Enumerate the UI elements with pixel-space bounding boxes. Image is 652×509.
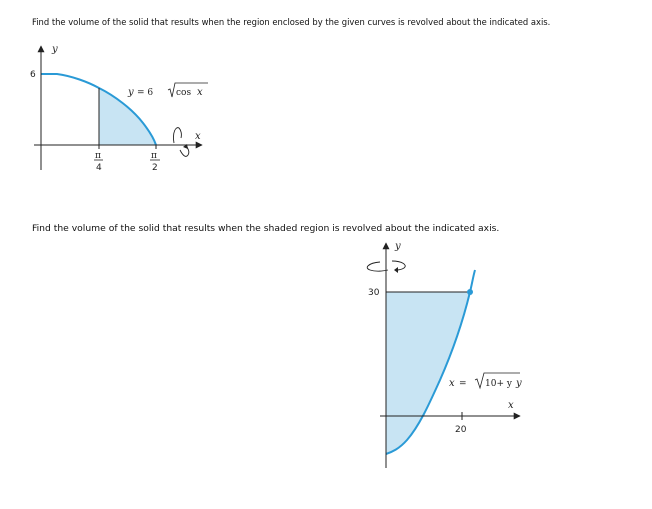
graph-2-x-axis-label: x — [508, 400, 514, 411]
graph-2 — [367, 241, 522, 468]
graph-2-y-tick-30: 30 — [368, 288, 380, 298]
graph-1-y-axis-label: y — [52, 44, 58, 55]
graph-1-eq-equals-6: = 6 — [137, 88, 154, 98]
graph-2-x-tick-20: 20 — [455, 425, 467, 435]
graph-2-eq-y: y — [516, 378, 522, 389]
graph-2-y-axis-label: y — [395, 241, 401, 252]
problem-2-prompt: Find the volume of the solid that results when the shaded region is revolved about the indicated axis. — [32, 223, 500, 234]
graph-1-y-tick-6: 6 — [30, 70, 36, 80]
graph-1-tick-pi-2-numerator: π — [151, 151, 157, 161]
graph-1-rotation-arrow-icon — [173, 128, 181, 143]
graph-1-tick-pi-2-denominator: 2 — [152, 163, 158, 173]
graph-1 — [30, 44, 208, 173]
graph-2-eq-x: x — [449, 378, 455, 389]
graph-1-eq-x: x — [197, 87, 203, 98]
graph-2-rotation-arrow-right-icon — [392, 261, 405, 270]
graph-1-x-axis-label: x — [195, 131, 201, 142]
graph-2-eq-expr: 10+ y — [485, 379, 512, 389]
graph-1-eq-y: y — [128, 87, 134, 98]
graph-2-rotation-arrow-icon — [367, 262, 388, 271]
graph-2-rotation-arrowhead-icon — [394, 267, 398, 273]
graph-1-eq-cos: cos — [176, 88, 192, 98]
problem-1-prompt: Find the volume of the solid that results when the region enclosed by the given curves is revolved about the indicated axis. — [32, 17, 551, 27]
graph-1-tick-pi-4-numerator: π — [95, 151, 101, 161]
graph-2-eq-equals: = — [459, 379, 467, 389]
graph-2-endpoint — [467, 289, 473, 295]
graph-1-tick-pi-4-denominator: 4 — [96, 163, 102, 173]
